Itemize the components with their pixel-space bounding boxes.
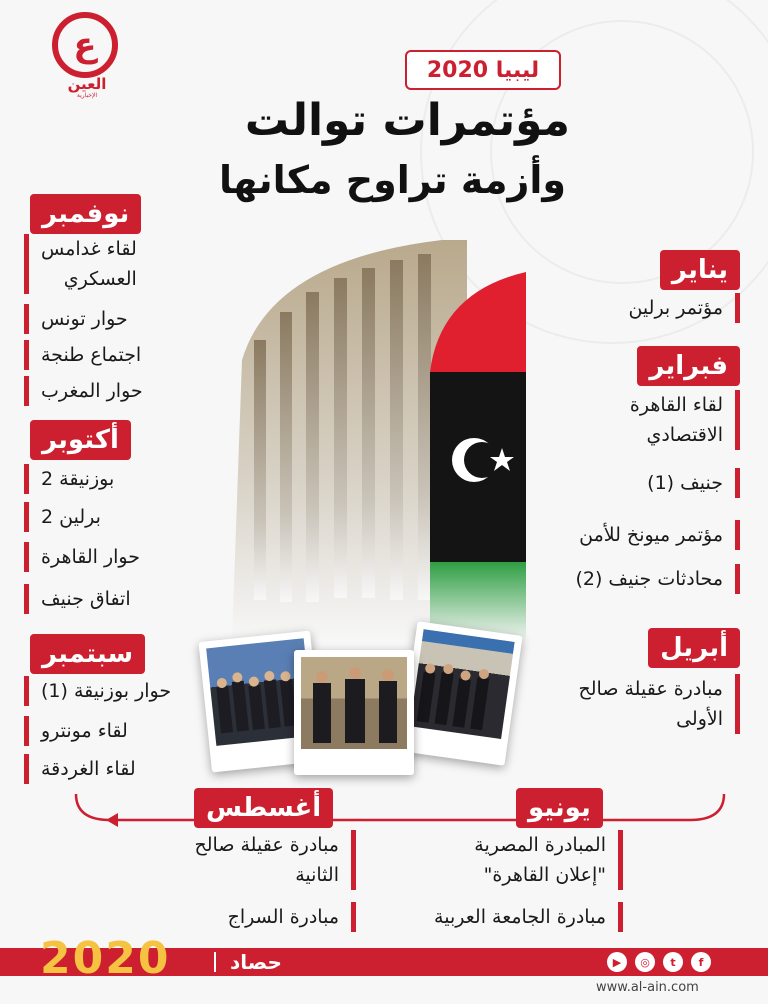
libya-flag-illustration (430, 272, 526, 642)
footer-label: حصاد (230, 950, 282, 974)
month-label-september: سبتمبر (30, 634, 145, 674)
event-item: مبادرة السراج (228, 902, 356, 932)
month-label-october: أكتوبر (30, 420, 131, 460)
month-label-june: يونيو (516, 788, 603, 828)
event-item: بوزنيقة 2 (24, 464, 114, 494)
event-item: حوار المغرب (24, 376, 143, 406)
event-item (24, 234, 137, 294)
event-item: مبادرة الجامعة العربية (434, 902, 623, 932)
page-subtitle: وأزمة تراوح مكانها (218, 158, 566, 202)
timeline-arrow (70, 786, 730, 836)
twitter-icon[interactable]: t (663, 952, 683, 972)
event-item-line: لقاء القاهرة (629, 394, 723, 416)
event-item (474, 830, 623, 890)
event-item-line: مبادرة عقيلة صالح (578, 678, 723, 700)
logo-name: العين (67, 75, 107, 93)
event-item: اتفاق جنيف (24, 584, 131, 614)
event-item: اجتماع طنجة (24, 340, 141, 370)
event-item: جنيف (1) (647, 468, 740, 498)
event-item (630, 390, 740, 450)
month-label-february: فبراير (637, 346, 740, 386)
event-item: لقاء الغردقة (24, 754, 136, 784)
event-item-line: الاقتصادي (646, 424, 723, 446)
logo-glyph: ع (52, 12, 118, 78)
event-item: برلين 2 (24, 502, 101, 532)
month-label-april: أبريل (648, 628, 740, 668)
event-item: مؤتمر ميونخ للأمن (579, 520, 740, 550)
event-item: مؤتمر برلين (628, 293, 740, 323)
page-title: مؤتمرات توالت (244, 95, 570, 146)
event-item: حوار القاهرة (24, 542, 140, 572)
youtube-icon[interactable]: ▶ (607, 952, 627, 972)
event-item: حوار بوزنيقة (1) (24, 676, 171, 706)
instagram-icon[interactable]: ◎ (635, 952, 655, 972)
event-item-line: لقاء غدامس (41, 238, 137, 260)
site-url[interactable]: www.al-ain.com (596, 980, 699, 995)
event-item: لقاء مونترو (24, 716, 128, 746)
event-item-line: مبادرة عقيلة صالح (194, 834, 339, 856)
event-item-line: "إعلان القاهرة" (483, 864, 606, 886)
month-label-august: أغسطس (194, 788, 333, 828)
brand-logo (46, 12, 132, 98)
event-item-line: العسكري (63, 268, 137, 290)
event-item-line: الأولى (676, 708, 723, 730)
logo-subtitle: الإخبارية (76, 92, 98, 99)
year-badge: ليبيا 2020 (405, 50, 561, 90)
event-item (578, 674, 740, 734)
event-item-line: المبادرة المصرية (474, 834, 606, 856)
event-item (194, 830, 356, 890)
photo-center (294, 650, 414, 775)
facebook-icon[interactable]: f (691, 952, 711, 972)
footer-divider (214, 952, 216, 972)
month-label-november: نوفمبر (30, 194, 141, 234)
event-item-line: الثانية (295, 864, 339, 886)
footer-year: 2020 (40, 933, 171, 984)
event-item: حوار تونس (24, 304, 128, 334)
event-item: محادثات جنيف (2) (575, 564, 740, 594)
month-label-january: يناير (660, 250, 740, 290)
photo-right (399, 621, 522, 765)
